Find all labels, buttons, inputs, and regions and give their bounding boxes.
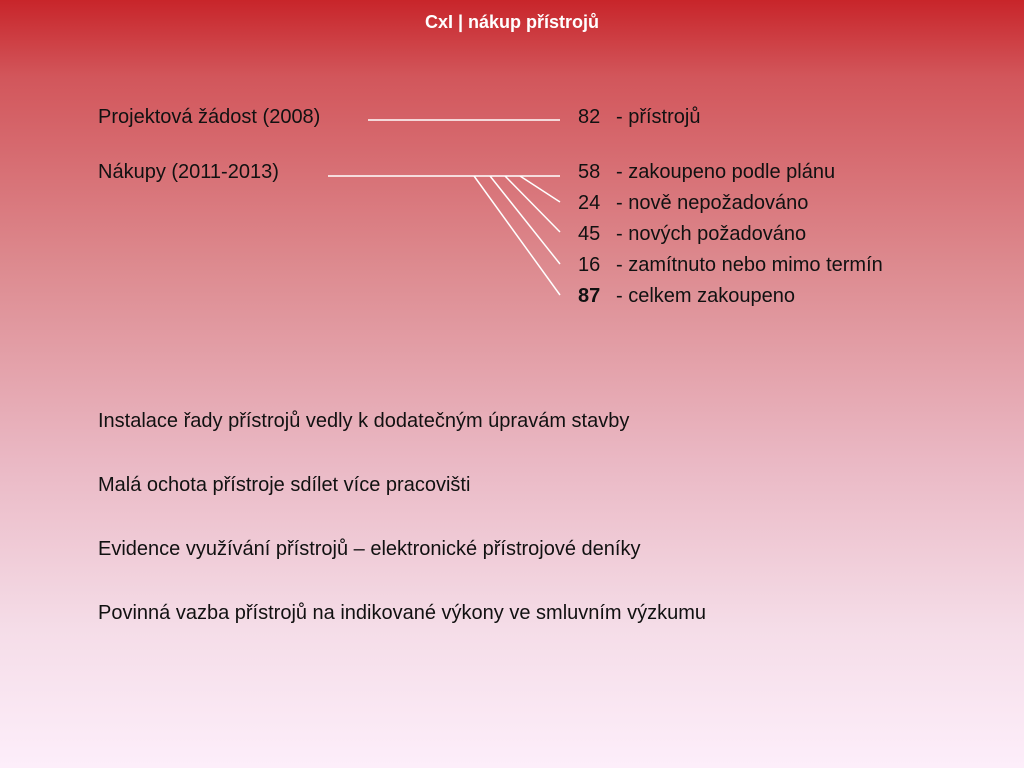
project-request-description: - přístrojů <box>616 106 701 128</box>
purchase-item-description: - zakoupeno podle plánu <box>616 161 836 183</box>
purchase-item-count: 16 <box>578 254 601 276</box>
note-paragraph: Malá ochota přístroje sdílet více pracovišti <box>98 474 471 496</box>
project-request-count: 82 <box>578 106 601 128</box>
purchase-item-count: 45 <box>578 223 601 245</box>
note-paragraph: Povinná vazba přístrojů na indikované výkony ve smluvním výzkumu <box>98 602 707 624</box>
branch-line <box>490 176 560 264</box>
purchase-item-description: - nově nepožadováno <box>616 192 809 214</box>
project-request-label: Projektová žádost (2008) <box>98 106 321 128</box>
note-paragraph: Instalace řady přístrojů vedly k dodatečným úpravám stavby <box>98 410 630 432</box>
purchase-total-description: - celkem zakoupeno <box>616 285 795 307</box>
purchase-total-count: 87 <box>578 285 601 307</box>
note-paragraph: Evidence využívání přístrojů – elektronické přístrojové deníky <box>98 538 641 560</box>
purchase-item-count: 24 <box>578 192 601 214</box>
purchases-label: Nákupy (2011-2013) <box>98 161 279 183</box>
purchase-item-description: - zamítnuto nebo mimo termín <box>616 254 883 276</box>
slide-title: CxI | nákup přístrojů <box>424 12 600 32</box>
purchase-item-count: 58 <box>578 161 601 183</box>
purchase-item-description: - nových požadováno <box>616 223 807 245</box>
